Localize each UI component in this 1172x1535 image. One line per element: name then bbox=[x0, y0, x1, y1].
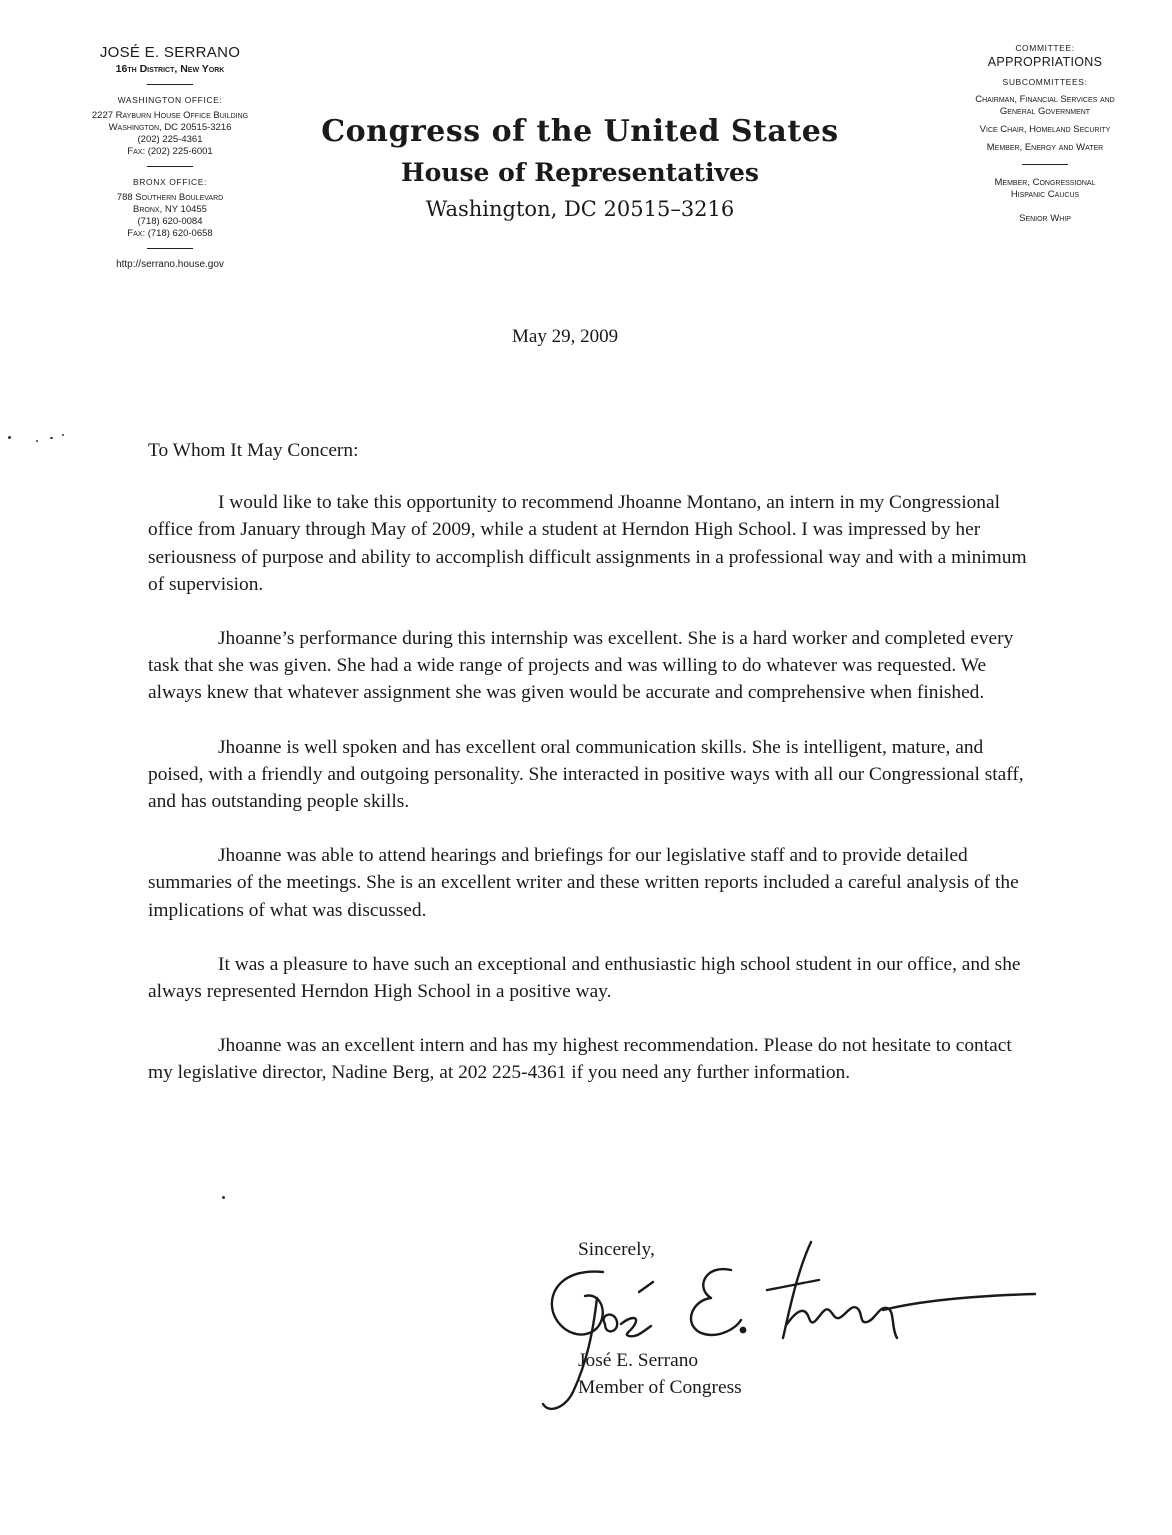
letterhead-left-column bbox=[40, 44, 300, 272]
bronx-phone: (718) 620-0084 bbox=[137, 216, 203, 227]
letterhead-right-column bbox=[935, 42, 1155, 225]
divider bbox=[1022, 164, 1068, 165]
bronx-address-line: 788 Southern Boulevard bbox=[116, 192, 224, 203]
caucus-line: Hispanic Caucus bbox=[1010, 189, 1080, 200]
paragraph: Jhoanne was an excellent intern and has my highest recommendation. Please do not hesitate to contact my legislative director, Nadine Berg, at 202 225-4361 if you need any further information. bbox=[148, 1035, 1012, 1084]
scan-speck bbox=[62, 434, 64, 436]
divider bbox=[147, 84, 193, 85]
scan-speck bbox=[36, 440, 38, 442]
house-title: House of Representatives bbox=[401, 158, 759, 187]
washington-office-label: WASHINGTON OFFICE: bbox=[117, 95, 223, 105]
paragraph: Jhoanne was able to attend hearings and briefings for our legislative staff and to provide detailed summaries of the meetings. She is an excellent writer and these written reports included a careful analysis of the implications of what was discussed. bbox=[148, 845, 1019, 921]
washington-address-line: Washington, DC 20515-3216 bbox=[108, 122, 232, 133]
washington-phone: (202) 225-4361 bbox=[137, 134, 203, 145]
signer-title: Member of Congress bbox=[578, 1377, 742, 1398]
paragraph: I would like to take this opportunity to recommend Jhoanne Montano, an intern in my Congressional office from January through May of 2009, while a student at Herndon High School. I was impressed by her seriousness of purpose and ability to accomplish difficult assignments in a professional way and with a minimum of supervision. bbox=[148, 492, 1027, 595]
member-district: 16th District, New York bbox=[115, 63, 225, 75]
committee-label: COMMITTEE: bbox=[1015, 43, 1075, 53]
senior-whip: Senior Whip bbox=[1019, 213, 1071, 224]
bronx-address-line: Bronx, NY 10455 bbox=[133, 204, 207, 215]
letter-body bbox=[148, 437, 1028, 1114]
website-url: http://serrano.house.gov bbox=[116, 259, 224, 270]
city-line: Washington, DC 20515–3216 bbox=[425, 197, 735, 221]
committee-name: APPROPRIATIONS bbox=[987, 55, 1103, 69]
subcommittee-line: Chairman, Financial Services and bbox=[975, 94, 1115, 105]
washington-fax: Fax: (202) 225-6001 bbox=[127, 146, 213, 157]
closing: Sincerely, bbox=[578, 1239, 655, 1260]
subcommittee-line: Vice Chair, Homeland Security bbox=[979, 124, 1111, 135]
subcommittees-label: SUBCOMMITTEES: bbox=[1002, 77, 1088, 87]
letter-date: May 29, 2009 bbox=[512, 326, 619, 347]
scan-speck bbox=[50, 437, 53, 439]
caucus-line: Member, Congressional bbox=[994, 177, 1096, 188]
subcommittee-line: Member, Energy and Water bbox=[986, 142, 1104, 153]
handwritten-signature bbox=[535, 1232, 1045, 1422]
salutation: To Whom It May Concern: bbox=[148, 440, 359, 461]
divider bbox=[147, 166, 193, 167]
bronx-fax: Fax: (718) 620-0658 bbox=[127, 228, 213, 239]
signer-name: José E. Serrano bbox=[578, 1350, 699, 1371]
paragraph: Jhoanne is well spoken and has excellent oral communication skills. She is intelligent, mature, and poised, with a friendly and outgoing personality. She interacted in positive ways with all our Congressional staff, and has outstanding people skills. bbox=[148, 736, 1024, 813]
subcommittee-line: General Government bbox=[999, 106, 1091, 117]
letterhead-center bbox=[300, 112, 860, 224]
scan-speck bbox=[8, 436, 11, 439]
congress-title: Congress of the United States bbox=[321, 114, 839, 149]
member-name: JOSÉ E. SERRANO bbox=[99, 44, 241, 61]
paragraph: It was a pleasure to have such an exceptional and enthusiastic high school student in our office, and she always represented Herndon High School in a positive way. bbox=[148, 953, 1021, 1003]
washington-address-line: 2227 Rayburn House Office Building bbox=[91, 110, 249, 121]
paragraph: Jhoanne’s performance during this internship was excellent. She is a hard worker and completed every task that she was given. She had a wide range of projects and was willing to do whatever was requested. We always knew that whatever assignment she was given would be accurate and comprehensive when finished. bbox=[148, 628, 1014, 704]
divider bbox=[147, 248, 193, 249]
bronx-office-label: BRONX OFFICE: bbox=[133, 177, 207, 187]
scan-speck bbox=[222, 1196, 225, 1199]
